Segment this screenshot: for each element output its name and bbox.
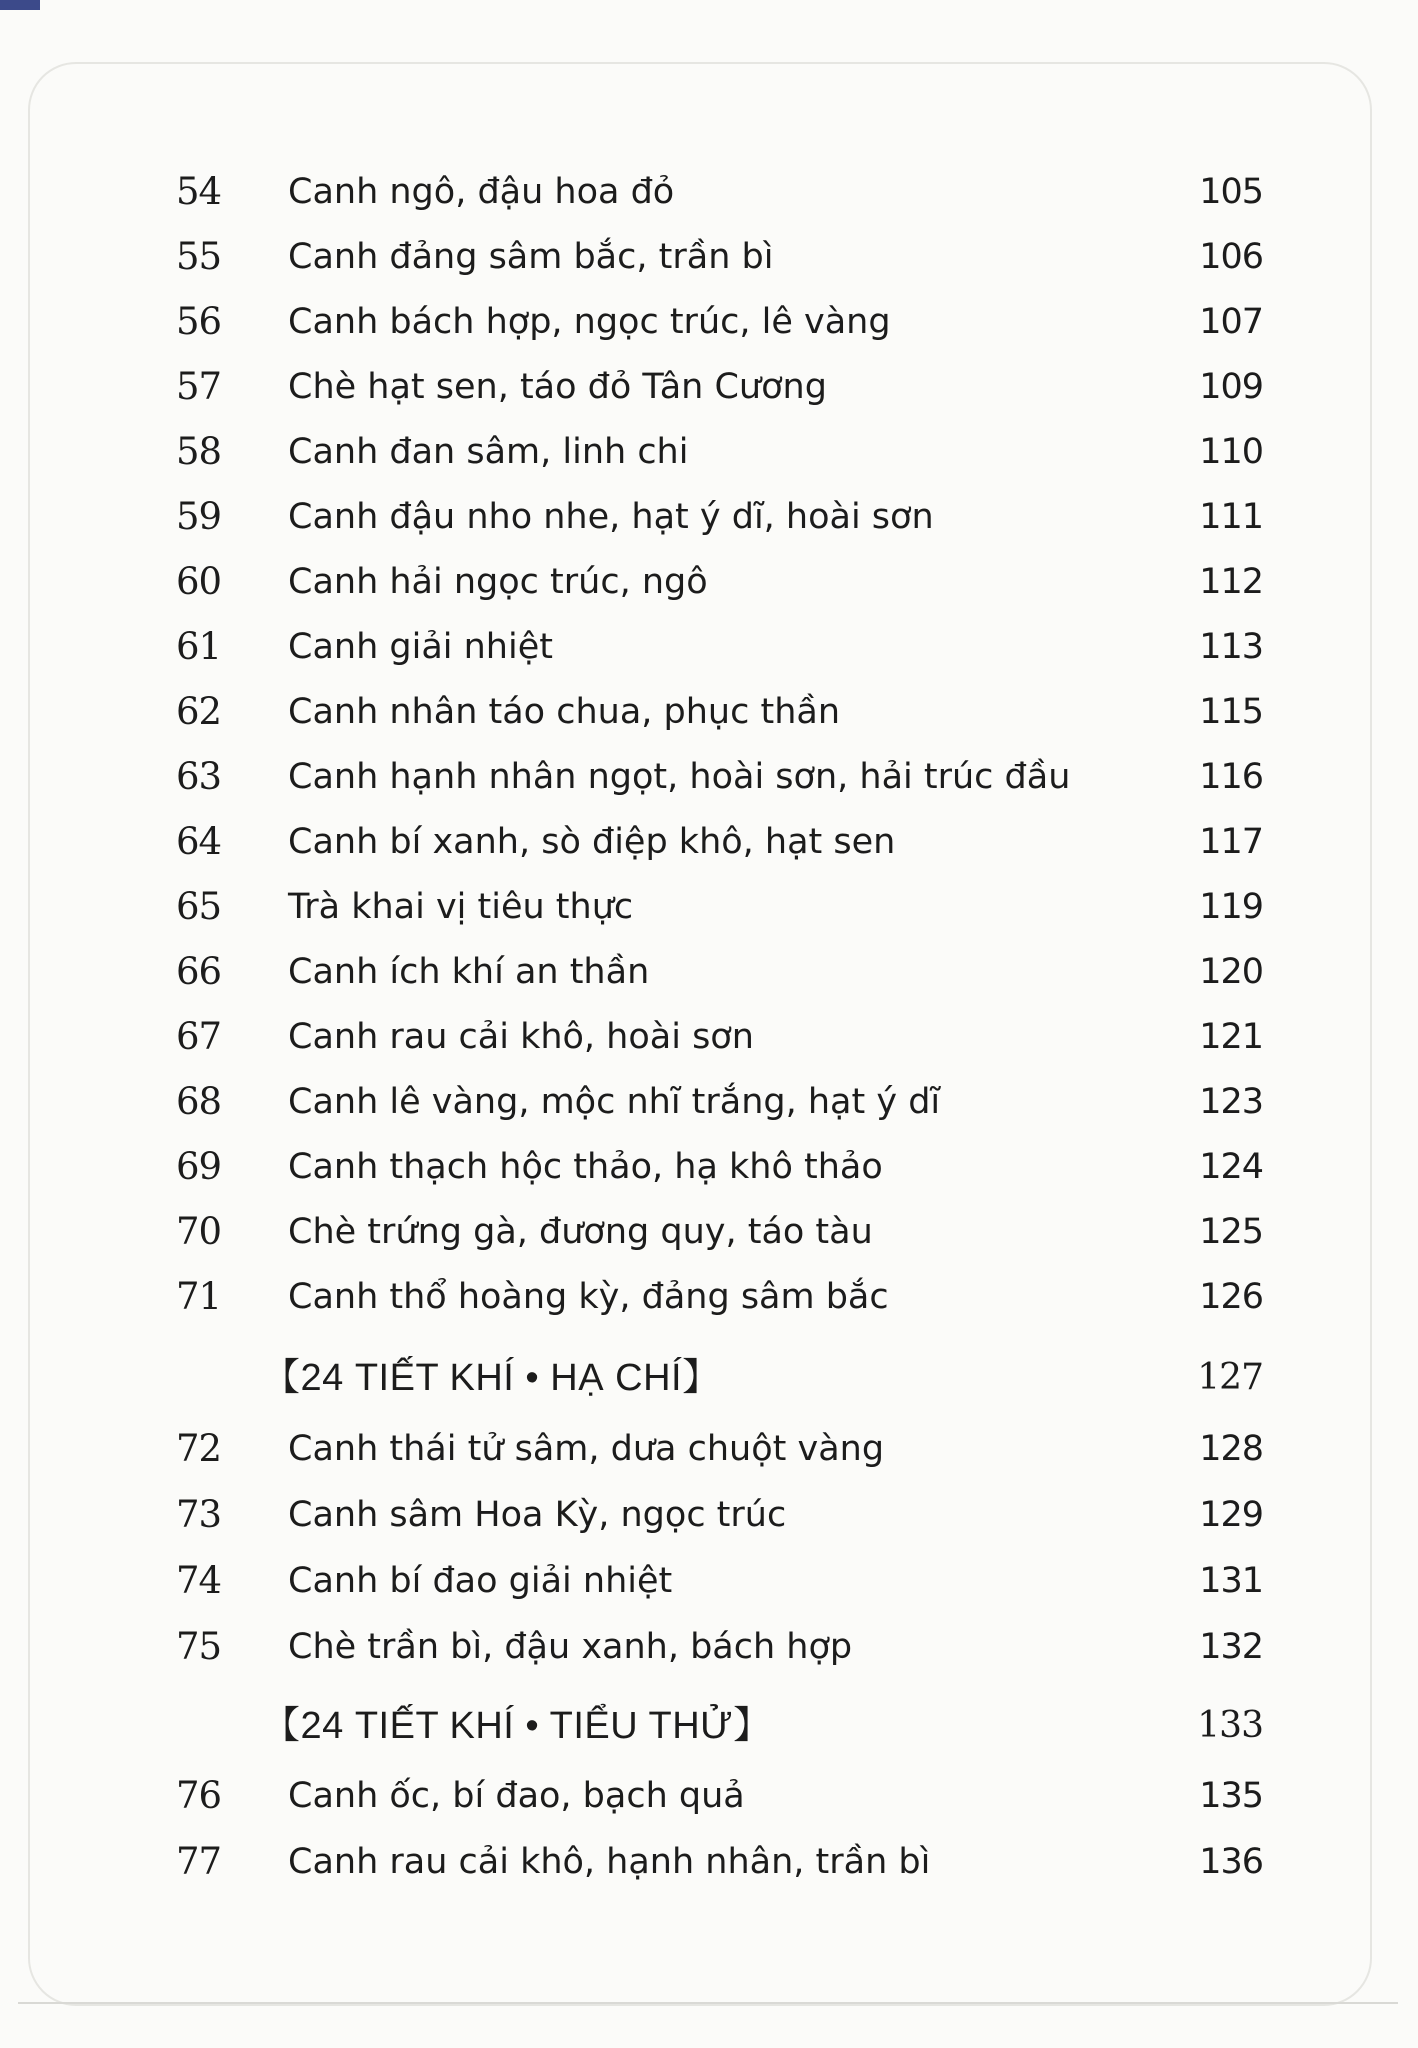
entry-title: Canh rau cải khô, hoài sơn (288, 1017, 754, 1057)
entry-page: 126 (1199, 1277, 1263, 1317)
entry-page: 109 (1199, 367, 1263, 407)
entry-title: Canh thạch hộc thảo, hạ khô thảo (288, 1147, 883, 1187)
section-page: 127 (1197, 1357, 1263, 1398)
entry-title: Canh bí đao giải nhiệt (288, 1561, 673, 1601)
entry-title: Canh sâm Hoa Kỳ, ngọc trúc (288, 1495, 787, 1535)
entry-number: 76 (176, 1774, 222, 1817)
toc-entry (0, 1552, 1418, 1610)
entry-title: Canh thổ hoàng kỳ, đảng sâm bắc (288, 1277, 889, 1317)
entry-title: Canh hạnh nhân ngọt, hoài sơn, hải trúc đầu (288, 757, 1071, 797)
entry-title: Canh thái tử sâm, dưa chuột vàng (288, 1429, 885, 1469)
entry-title: Canh nhân táo chua, phục thần (288, 692, 841, 732)
entry-page: 113 (1199, 627, 1263, 667)
entry-number: 64 (176, 820, 222, 863)
toc-entry (0, 1420, 1418, 1478)
toc-entry (0, 1833, 1418, 1891)
entry-number: 75 (176, 1625, 222, 1668)
toc-entry (0, 943, 1418, 1001)
entry-title: Canh ngô, đậu hoa đỏ (288, 172, 675, 212)
entry-title: Canh bách hợp, ngọc trúc, lê vàng (288, 302, 891, 342)
entry-page: 132 (1199, 1627, 1263, 1667)
entry-number: 71 (176, 1275, 222, 1318)
toc-entry (0, 1486, 1418, 1544)
toc-entry (0, 163, 1418, 221)
toc-entry (0, 1268, 1418, 1326)
toc-entry (0, 1008, 1418, 1066)
entry-page: 129 (1199, 1495, 1263, 1535)
entry-page: 111 (1199, 497, 1263, 537)
entry-page: 123 (1199, 1082, 1263, 1122)
entry-number: 55 (176, 235, 222, 278)
entry-page: 128 (1199, 1429, 1263, 1469)
entry-title: Canh lê vàng, mộc nhĩ trắng, hạt ý dĩ (288, 1082, 941, 1122)
entry-number: 67 (176, 1015, 222, 1058)
entry-title: Chè hạt sen, táo đỏ Tân Cương (288, 367, 827, 407)
entry-page: 135 (1199, 1776, 1263, 1816)
entry-title: Canh đậu nho nhe, hạt ý dĩ, hoài sơn (288, 497, 934, 537)
entry-number: 60 (176, 560, 222, 603)
toc-entry (0, 488, 1418, 546)
entry-page: 131 (1199, 1561, 1263, 1601)
entry-page: 106 (1199, 237, 1263, 277)
entry-page: 121 (1199, 1017, 1263, 1057)
entry-number: 74 (176, 1559, 222, 1602)
toc-entry (0, 748, 1418, 806)
toc-entry (0, 228, 1418, 286)
entry-title: Canh đảng sâm bắc, trần bì (288, 237, 774, 277)
entry-title: Trà khai vị tiêu thực (288, 887, 634, 927)
entry-number: 66 (176, 950, 222, 993)
entry-number: 62 (176, 690, 222, 733)
entry-title: Canh giải nhiệt (288, 627, 553, 667)
entry-number: 61 (176, 625, 222, 668)
entry-number: 56 (176, 300, 222, 343)
entry-page: 119 (1199, 887, 1263, 927)
section-heading (0, 1349, 1418, 1407)
entry-page: 116 (1199, 757, 1263, 797)
entry-number: 54 (176, 170, 222, 213)
entry-title: Canh đan sâm, linh chi (288, 432, 689, 472)
toc-entry (0, 1073, 1418, 1131)
section-page: 133 (1197, 1705, 1263, 1746)
toc-entry (0, 1767, 1418, 1825)
entry-page: 120 (1199, 952, 1263, 992)
entry-page: 125 (1199, 1212, 1263, 1252)
entry-page: 107 (1199, 302, 1263, 342)
entry-page: 117 (1199, 822, 1263, 862)
entry-page: 115 (1199, 692, 1263, 732)
toc-entry (0, 618, 1418, 676)
toc-entry (0, 358, 1418, 416)
entry-page: 105 (1199, 172, 1263, 212)
toc-entry (0, 293, 1418, 351)
entry-number: 58 (176, 430, 222, 473)
entry-title: Canh rau cải khô, hạnh nhân, trần bì (288, 1842, 931, 1882)
entry-title: Canh bí xanh, sò điệp khô, hạt sen (288, 822, 896, 862)
entry-number: 70 (176, 1210, 222, 1253)
entry-page: 124 (1199, 1147, 1263, 1187)
entry-number: 59 (176, 495, 222, 538)
toc-entry (0, 813, 1418, 871)
entry-number: 77 (176, 1840, 222, 1883)
entry-number: 68 (176, 1080, 222, 1123)
entry-number: 57 (176, 365, 222, 408)
section-title: 【24 TIẾT KHÍ • TIỂU THỬ】 (262, 1705, 772, 1747)
section-title: 【24 TIẾT KHÍ • HẠ CHÍ】 (262, 1357, 721, 1399)
entry-number: 72 (176, 1427, 222, 1470)
toc-entry (0, 423, 1418, 481)
toc-entry (0, 1203, 1418, 1261)
section-heading (0, 1697, 1418, 1755)
toc-entry (0, 878, 1418, 936)
entry-title: Canh ích khí an thần (288, 952, 650, 992)
entry-page: 136 (1199, 1842, 1263, 1882)
toc-entry (0, 683, 1418, 741)
entry-title: Chè trứng gà, đương quy, táo tàu (288, 1212, 873, 1252)
entry-title: Canh ốc, bí đao, bạch quả (288, 1776, 745, 1816)
entry-number: 65 (176, 885, 222, 928)
toc-entry (0, 1138, 1418, 1196)
entry-title: Chè trần bì, đậu xanh, bách hợp (288, 1627, 853, 1667)
entry-page: 112 (1199, 562, 1263, 602)
toc-entry (0, 553, 1418, 611)
entry-number: 73 (176, 1493, 222, 1536)
entry-title: Canh hải ngọc trúc, ngô (288, 562, 708, 602)
entry-page: 110 (1199, 432, 1263, 472)
entry-number: 63 (176, 755, 222, 798)
entry-number: 69 (176, 1145, 222, 1188)
toc-entry (0, 1618, 1418, 1676)
